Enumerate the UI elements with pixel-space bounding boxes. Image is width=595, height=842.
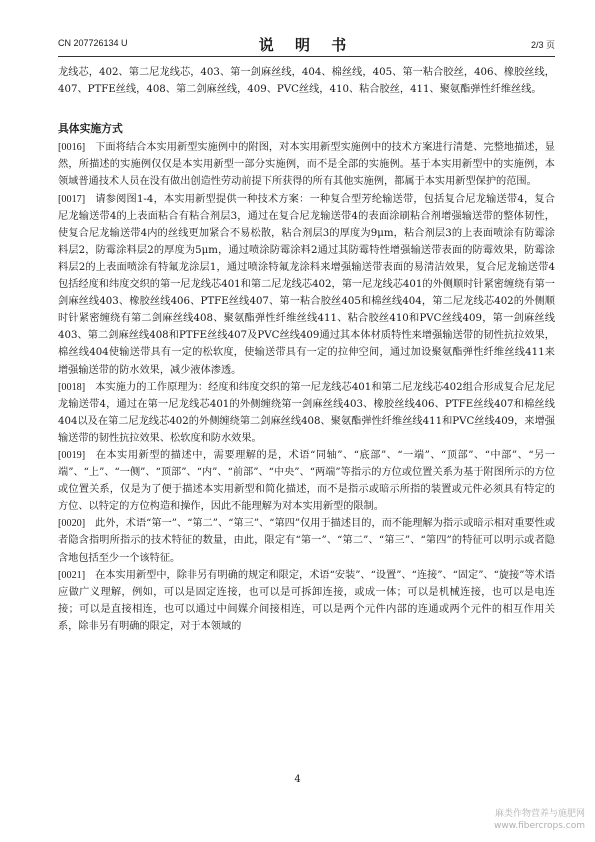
- patent-number: CN 207726134 U: [58, 38, 128, 48]
- page-header: [58, 34, 555, 57]
- page-indicator: 2/3 页: [530, 40, 555, 50]
- paragraph-text: 下面将结合本实用新型实施例中的附图，对本实用新型实施例中的技术方案进行清楚、完整地描述，显然，所描述的实施例仅仅是本实用新型一部分实施例，而不是全部的实施例。基于本实用新型中的实施例，本领域普通技术人员在没有做出创造性劳动前提下所获得的所有其他实施例，都属于本实用新型保护的范围。: [58, 142, 555, 188]
- paragraph-0017: [58, 191, 555, 379]
- paragraph-text: 在本实用新型中，除非另有明确的规定和限定，术语“安装”、“设置”、“连接”、“固定”、“旋接”等术语应做广义理解，例如，可以是固定连接，也可以是可拆卸连接，或成一体；可以是机械连接，也可以是电连接；可以是直接相连，也可以通过中间媒介间接相连，可以是两个元件内部的连通或两个元件的相互作用关系，除非另有明确的限定，对于本领域的: [58, 569, 555, 632]
- paragraph-number: [0019]: [58, 449, 86, 461]
- paragraph-0016: [58, 139, 555, 190]
- page-number: 4: [294, 774, 301, 785]
- paragraph-number: [0018]: [58, 381, 86, 393]
- paragraph-text: 此外，术语“第一”、“第二”、“第三”、“第四”仅用于描述目的，而不能理解为指示或暗示相对重要性或者隐含指明所指示的技术特征的数量，由此，限定有“第一”、“第二”、“第三”、“第四”的特征可以明示或者隐含地包括至少一个该特征。: [58, 518, 555, 564]
- paragraph-0021: [58, 567, 555, 635]
- watermark: [494, 808, 585, 832]
- paragraph-text: 请参阅图1-4，本实用新型提供一种技术方案：一种复合型芳纶输送带，包括复合尼龙输送带4，复合尼龙输送带4的上表面粘合有粘合剂层3，通过在复合尼龙输送带4的表面涂刷粘合剂增强输送带的整体韧性，使复合尼龙输送带4内的丝线更加紧合不易松散，粘合剂层3的厚度为9μm，粘合剂层3的上表面喷涂有防霉涂料层2，防霉涂料层2的厚度为5μm，通过喷涂防霉涂料2通过其防霉特性增强输送带表面的防霉效果，防霉涂料层2的上表面喷涂有特氟龙涂层1，通过喷涂特氟龙涂料来增强输送带表面的易清洁效果，复合尼龙输送带4包括经度和纬度交织的第一尼龙线芯401和第二尼龙线芯402，第一尼龙线芯401的外侧顺时针紧密缠绕有第一剑麻丝线403、橡胶丝线406、PTFE丝线407、第一粘合胶丝405和棉丝线404，第二尼龙线芯402的外侧顺时针紧密缠绕有第二剑麻丝线408、聚氨酯弹性纤维丝线411、粘合胶丝410和PVC丝线409，第一剑麻丝线403、第二剑麻丝线408和PTFE丝线407及PVC丝线409通过其本体材质特性来增强输送带的韧性抗拉效果，棉丝线404使输送带具有一定的松软度，使输送带具有一定的拉伸空间，通过加设聚氨酯弹性纤维丝线411来增强输送带的防水效果，减少液体渗透。: [58, 193, 555, 376]
- intro-paragraph: 龙线芯，402、第二尼龙线芯，403、第一剑麻丝线，404、棉丝线，405、第一粘合胶丝，406、橡胶丝线，407、PTFE丝线，408、第二剑麻丝线，409、PVC丝线，410、粘合胶丝，411、聚氨酯弹性纤维丝线。: [58, 67, 555, 96]
- paragraph-0018: [58, 379, 555, 447]
- paragraph-0019: [58, 447, 555, 515]
- document-body: [58, 64, 555, 635]
- section-heading: 具体实施方式: [58, 122, 123, 136]
- paragraph-0020: [58, 515, 555, 566]
- watermark-line-2: www.fibercrops.com: [494, 821, 585, 831]
- paragraph-number: [0021]: [58, 569, 86, 581]
- paragraph-text: 在本实用新型的描述中，需要理解的是，术语“同轴”、“底部”、“一端”、“顶部”、“中部”、“另一端”、“上”、“一侧”、“顶部”、“内”、“前部”、“中央”、“两端”等指示的方位或位置关系为基于附图所示的方位或位置关系，仅是为了便于描述本实用新型和简化描述，而不是指示或暗示所指的装置或元件必须具有特定的方位、以特定的方位构造和操作，因此不能理解为对本实用新型的限制。: [58, 449, 555, 513]
- paragraph-text: 本实施力的工作原理为：经度和纬度交织的第一尼龙线芯401和第二尼龙线芯402组合形成复合尼龙尼龙输送带4，通过在第一尼龙线芯401的外侧缠绕第一剑麻丝线403、橡胶丝线406、PTFE丝线407和棉丝线404以及在第二尼龙线芯402的外侧缠绕第二剑麻丝线408、聚氨酯弹性纤维丝线411和PVC丝线409，来增强输送带的韧性抗拉效果、松软度和防水效果。: [58, 381, 555, 444]
- watermark-line-1: 麻类作物营养与施肥网: [494, 809, 585, 819]
- paragraph-number: [0020]: [58, 518, 86, 530]
- paragraph-number: [0017]: [58, 193, 86, 205]
- paragraph-number: [0016]: [58, 142, 86, 154]
- document-title: 说 明 书: [258, 36, 355, 54]
